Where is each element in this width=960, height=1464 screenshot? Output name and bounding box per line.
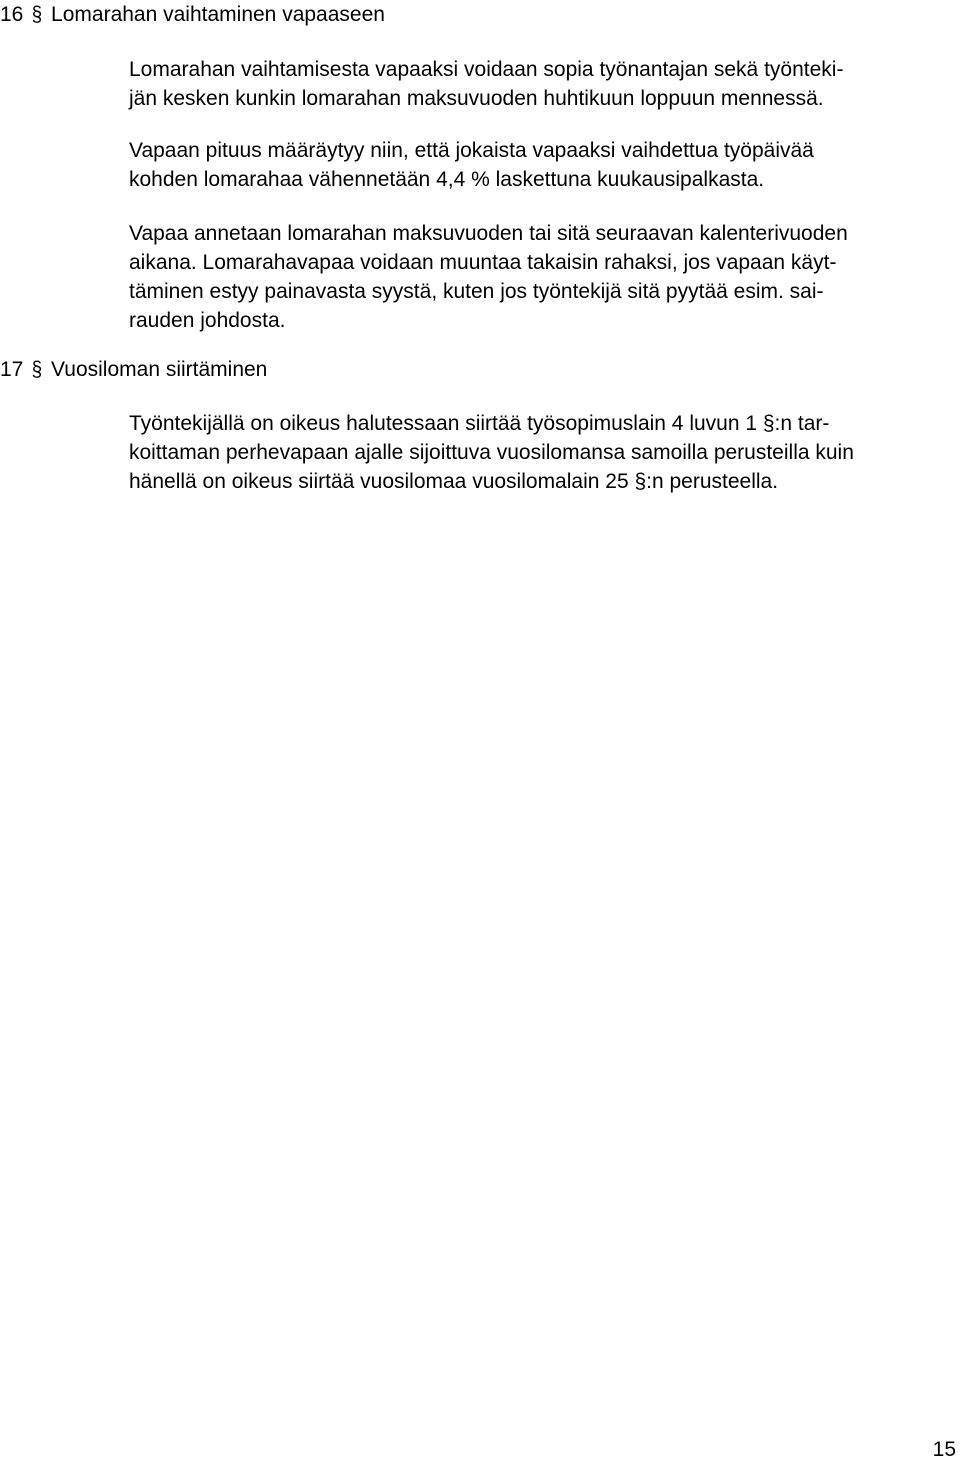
page-number: 15	[932, 1438, 956, 1461]
text-line: koittaman perhevapaan ajalle sijoittuva vuosilomansa samoilla perusteilla kuin	[129, 441, 854, 464]
text-line: Työntekijällä on oikeus halutessaan siirtää työsopimuslain 4 luvun 1 §:n tar-	[129, 412, 830, 435]
text-line: kohden lomarahaa vähennetään 4,4 % laskettuna kuukausipalkasta.	[129, 168, 765, 191]
section-number: 16	[0, 3, 24, 26]
section-16-paragraph-2	[129, 136, 959, 194]
text-line: rauden johdosta.	[129, 309, 286, 332]
section-17-paragraph-1	[129, 409, 959, 496]
text-line: Vapaan pituus määräytyy niin, että jokaista vapaaksi vaihdettua työpäivää	[129, 139, 814, 162]
section-16-paragraph-3	[129, 219, 959, 335]
section-sign: §	[31, 358, 43, 381]
text-line: hänellä on oikeus siirtää vuosilomaa vuosilomalain 25 §:n perusteella.	[129, 470, 779, 493]
section-17-heading	[0, 355, 267, 384]
text-line: jän kesken kunkin lomarahan maksuvuoden huhtikuun loppuun mennessä.	[129, 87, 824, 110]
section-16-heading	[0, 0, 385, 29]
section-16-paragraph-1	[129, 55, 959, 113]
section-title: Lomarahan vaihtaminen vapaaseen	[51, 3, 385, 26]
text-line: täminen estyy painavasta syystä, kuten jos työntekijä sitä pyytää esim. sai-	[129, 280, 824, 303]
section-sign: §	[31, 3, 43, 26]
section-number: 17	[0, 358, 24, 381]
text-line: aikana. Lomarahavapaa voidaan muuntaa takaisin rahaksi, jos vapaan käyt-	[129, 251, 837, 274]
text-line: Lomarahan vaihtamisesta vapaaksi voidaan sopia työnantajan sekä työnteki-	[129, 58, 844, 81]
section-title: Vuosiloman siirtäminen	[51, 358, 268, 381]
text-line: Vapaa annetaan lomarahan maksuvuoden tai sitä seuraavan kalenterivuoden	[129, 222, 848, 245]
